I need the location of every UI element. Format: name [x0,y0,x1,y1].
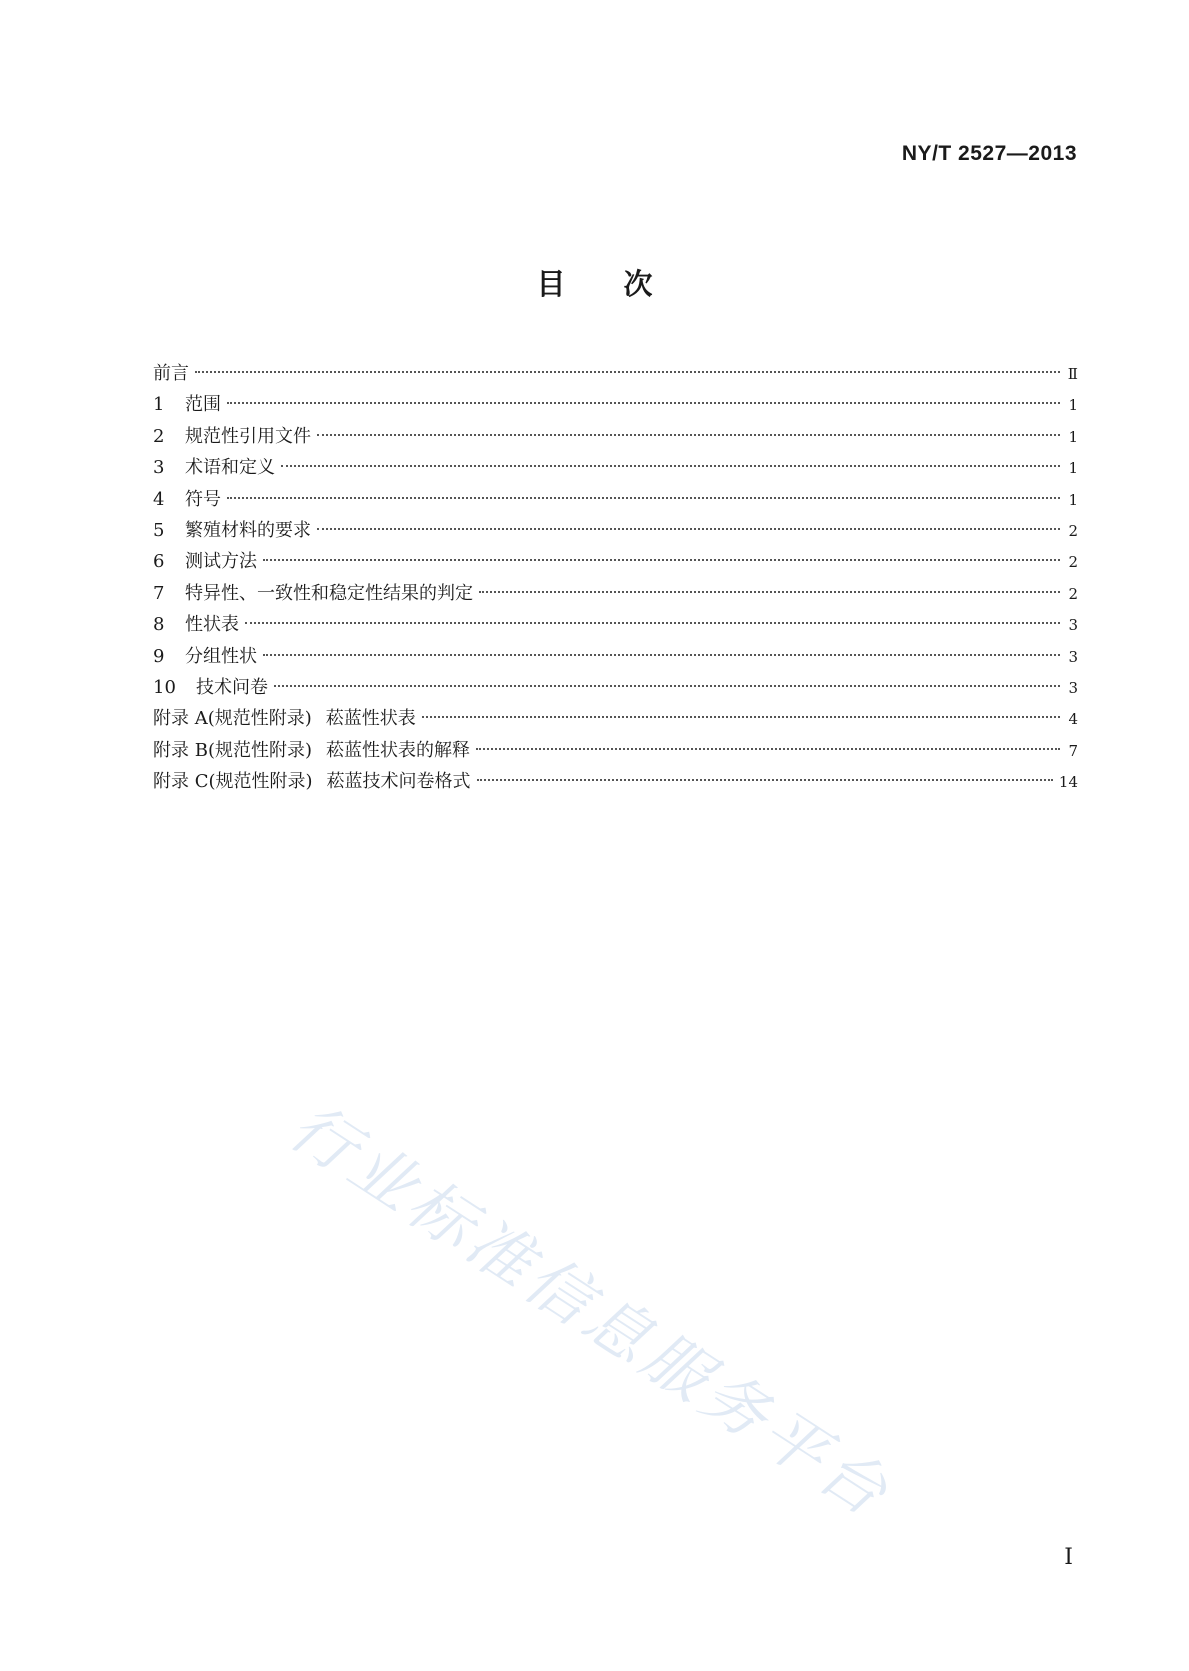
watermark: 行业标准信息服务平台 [276,1090,904,1534]
toc-dot-leader [317,434,1060,436]
toc-entry-sublabel: 菘蓝技术问卷格式 [326,771,471,793]
toc-entry-number: 3 [153,457,165,479]
toc-entry-label: 范围 [185,394,221,416]
toc-dot-leader [477,779,1053,781]
toc-entry[interactable] [153,641,1078,672]
toc-entry[interactable] [153,452,1078,483]
toc-entry-label: 测试方法 [185,551,257,573]
toc-entry-page: 2 [1068,553,1078,572]
toc-entry[interactable] [153,484,1078,515]
toc-entry-page: 3 [1068,616,1078,635]
toc-dot-leader [195,371,1060,373]
toc-entry-page: 3 [1068,678,1078,697]
toc-entry[interactable] [153,578,1078,609]
toc-entry-label: 规范性引用文件 [185,425,311,447]
toc-entry-number: 5 [153,519,165,541]
toc-entry-page: 1 [1068,459,1078,478]
toc-entry-number: 7 [153,582,165,604]
toc-entry-page: 4 [1068,710,1078,729]
toc-entry-label: 繁殖材料的要求 [185,519,311,541]
toc-entry-page: 2 [1068,584,1078,603]
toc-entry-label: 性状表 [185,614,239,636]
toc-dot-leader [281,465,1060,467]
toc-entry-number: 6 [153,551,165,573]
toc-entry-number: 10 [153,676,176,698]
toc-entry-label: 分组性状 [185,645,257,667]
toc-entry-page: 7 [1068,741,1078,760]
toc-dot-leader [227,402,1060,404]
toc-entry-number: 2 [153,425,165,447]
toc-dot-leader [227,497,1060,499]
toc-entry-page: 1 [1068,427,1078,446]
toc-entry-page: 1 [1068,396,1078,415]
toc-entry[interactable] [153,735,1078,766]
toc-entry[interactable] [153,766,1078,797]
page-number: I [1064,1545,1073,1570]
toc-entry-label: 附录 C(规范性附录) [153,771,313,793]
standard-number: NY/T 2527—2013 [901,142,1077,165]
page-title: 目次 [536,267,711,301]
toc-entry[interactable] [153,546,1078,577]
toc-entry-page: 2 [1068,521,1078,540]
toc-entry-label: 技术问卷 [196,676,268,698]
toc-entry-number: 8 [153,614,165,636]
table-of-contents [153,358,1078,797]
toc-entry-label: 前言 [153,363,189,384]
toc-entry[interactable] [153,515,1078,546]
toc-entry-page: Ⅱ [1067,365,1078,383]
toc-dot-leader [245,622,1060,624]
toc-dot-leader [317,528,1060,530]
toc-dot-leader [479,591,1060,593]
toc-dot-leader [263,654,1060,656]
toc-dot-leader [422,716,1060,718]
toc-dot-leader [476,748,1060,750]
toc-entry[interactable] [153,358,1078,389]
toc-entry[interactable] [153,672,1078,703]
toc-dot-leader [274,685,1060,687]
toc-entry-page: 3 [1068,647,1078,666]
toc-entry-number: 1 [153,394,165,416]
toc-entry-sublabel: 菘蓝性状表 [325,708,416,730]
toc-entry[interactable] [153,609,1078,640]
toc-entry-page: 14 [1058,773,1078,792]
toc-entry[interactable] [153,389,1078,420]
toc-entry-number: 4 [153,488,165,510]
toc-entry-page: 1 [1068,490,1078,509]
toc-entry-sublabel: 菘蓝性状表的解释 [326,739,470,761]
toc-entry-number: 9 [153,645,165,667]
toc-entry-label: 附录 B(规范性附录) [153,739,312,761]
toc-dot-leader [263,559,1060,561]
toc-entry[interactable] [153,703,1078,734]
toc-entry-label: 术语和定义 [185,457,275,479]
toc-entry-label: 符号 [185,488,221,510]
toc-entry-label: 特异性、一致性和稳定性结果的判定 [185,582,473,604]
toc-entry-label: 附录 A(规范性附录) [153,708,312,730]
toc-entry[interactable] [153,421,1078,452]
